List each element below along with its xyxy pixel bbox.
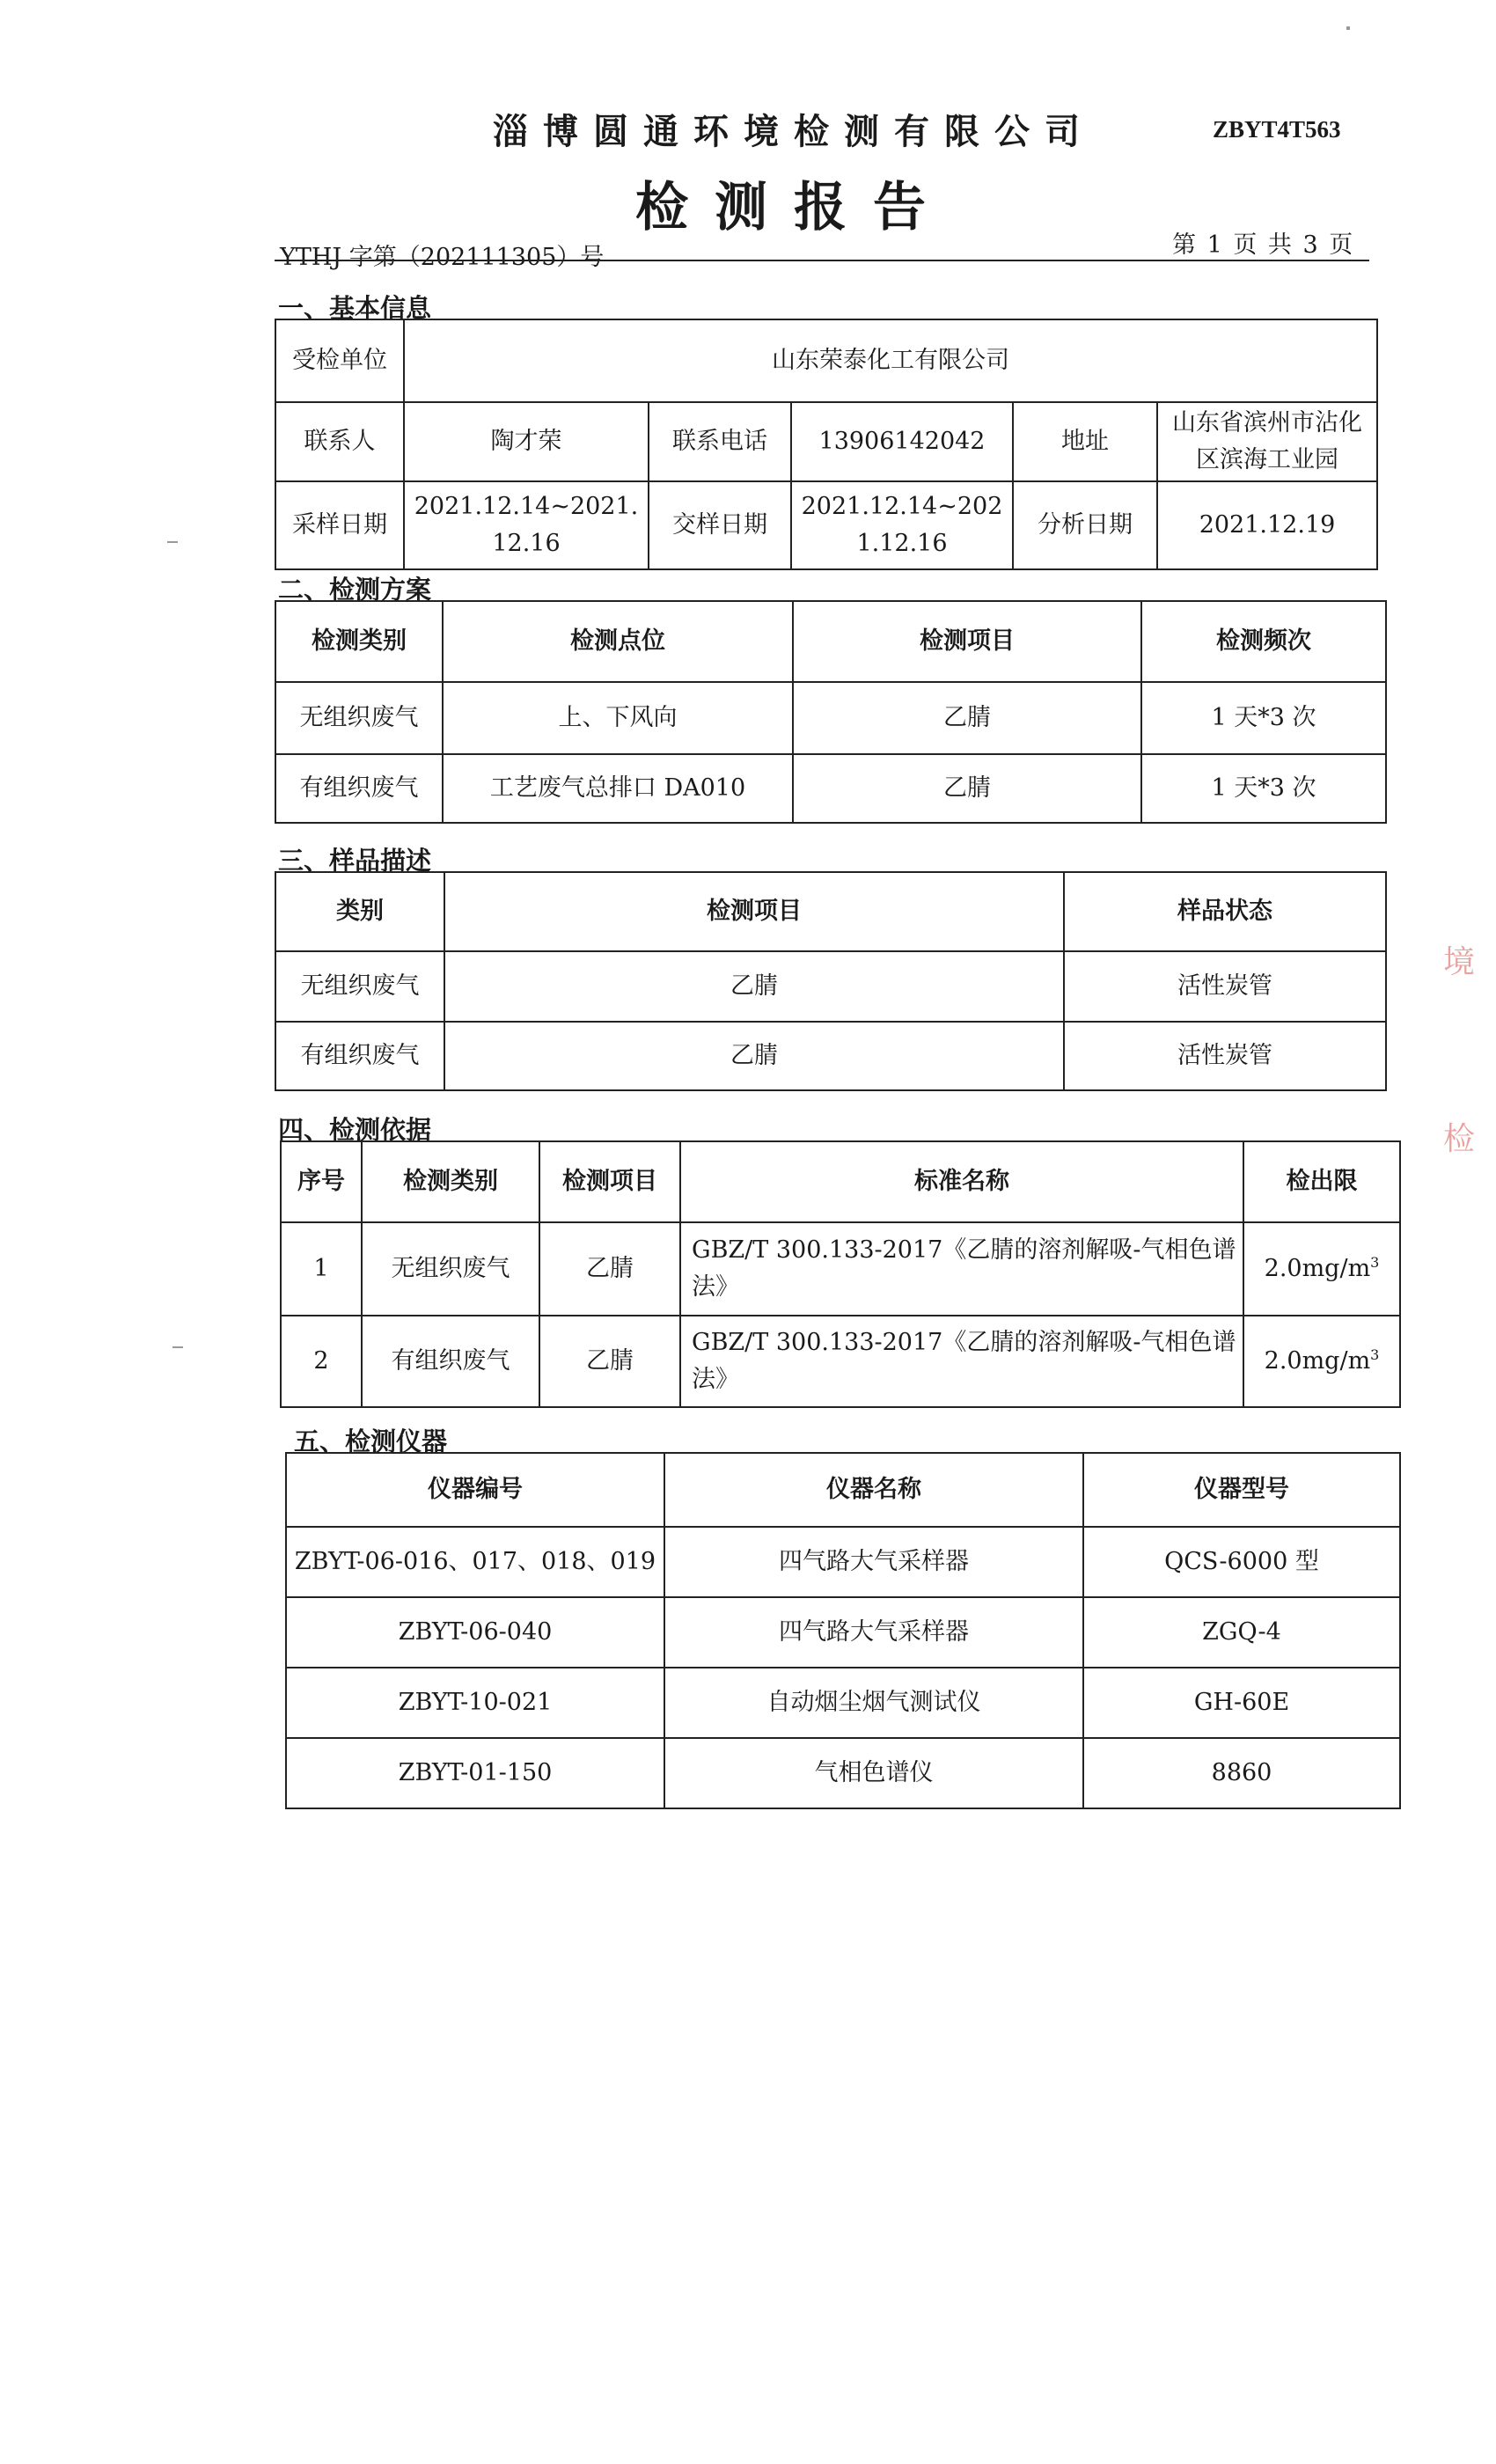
partial-seal-stamp: 境 检: [1443, 944, 1476, 1157]
basis-row: [281, 1222, 1400, 1316]
instruments-header: 仪器型号: [1083, 1453, 1400, 1527]
instruments-cell: ZBYT-06-016、017、018、019: [286, 1527, 664, 1597]
samples-cell: 活性炭管: [1064, 951, 1386, 1022]
instruments-row: [286, 1597, 1400, 1668]
plan-cell: 上、下风向: [443, 682, 793, 754]
sampling-date-value: 2021.12.14~2021.12.16: [404, 481, 649, 569]
instruments-cell: ZGQ-4: [1083, 1597, 1400, 1668]
analysis-date-label: 分析日期: [1013, 481, 1157, 569]
client-label: 受检单位: [275, 319, 404, 402]
basis-cell: 乙腈: [539, 1316, 680, 1407]
address-value: 山东省滨州市沾化区滨海工业园: [1157, 402, 1377, 481]
contact-value: 陶才荣: [404, 402, 649, 481]
plan-row: [275, 754, 1386, 823]
basic-row-client: [275, 319, 1377, 402]
delivery-date-value: 2021.12.14~2021.12.16: [791, 481, 1013, 569]
limit-value: 2.0mg/m: [1264, 1255, 1371, 1283]
instruments-row: [286, 1527, 1400, 1597]
report-number: YTHJ 字第（202111305）号: [280, 244, 605, 271]
samples-row: [275, 1022, 1386, 1090]
basis-header: 检测项目: [539, 1141, 680, 1222]
plan-header: 检测点位: [443, 601, 793, 682]
contact-label: 联系人: [275, 402, 404, 481]
sampling-date-label: 采样日期: [275, 481, 404, 569]
document-code: ZBYT4T563: [1213, 116, 1341, 143]
basic-info-table: [275, 319, 1378, 570]
section-instruments-title: 五、检测仪器: [294, 1426, 448, 1456]
basis-cell: 无组织废气: [362, 1222, 539, 1316]
instruments-row: [286, 1668, 1400, 1738]
basic-row-dates: [275, 481, 1377, 569]
instruments-cell: QCS-6000 型: [1083, 1527, 1400, 1597]
limit-unit-exponent: 3: [1370, 1346, 1380, 1364]
samples-cell: 有组织废气: [275, 1022, 444, 1090]
plan-cell: 乙腈: [793, 754, 1141, 823]
section-basic-info-title: 一、基本信息: [278, 293, 432, 323]
client-value: 山东荣泰化工有限公司: [404, 319, 1377, 402]
section-plan-title: 二、检测方案: [278, 575, 432, 605]
basis-header: 序号: [281, 1141, 362, 1222]
instruments-cell: 气相色谱仪: [664, 1738, 1083, 1808]
basis-cell: GBZ/T 300.133-2017《乙腈的溶剂解吸-气相色谱法》: [680, 1222, 1243, 1316]
instruments-header-row: [286, 1453, 1400, 1527]
page-info: 第 1 页 共 3 页: [1172, 231, 1355, 259]
phone-value: 13906142042: [791, 402, 1013, 481]
limit-value: 2.0mg/m: [1264, 1347, 1371, 1375]
basis-row: [281, 1316, 1400, 1407]
basis-cell-limit: [1243, 1222, 1400, 1316]
plan-cell: 无组织废气: [275, 682, 443, 754]
instruments-cell: 8860: [1083, 1738, 1400, 1808]
report-title: 检测报告: [635, 177, 952, 238]
scan-mark: [1346, 26, 1350, 30]
plan-header: 检测频次: [1141, 601, 1386, 682]
basis-cell: 乙腈: [539, 1222, 680, 1316]
basis-cell: 1: [281, 1222, 362, 1316]
plan-header: 检测类别: [275, 601, 443, 682]
basis-header: 检测类别: [362, 1141, 539, 1222]
samples-cell: 无组织废气: [275, 951, 444, 1022]
basis-cell: 有组织废气: [362, 1316, 539, 1407]
samples-header: 检测项目: [444, 872, 1064, 951]
instruments-cell: ZBYT-10-021: [286, 1668, 664, 1738]
scan-mark: [167, 541, 178, 543]
instruments-cell: GH-60E: [1083, 1668, 1400, 1738]
instruments-header: 仪器名称: [664, 1453, 1083, 1527]
plan-header-row: [275, 601, 1386, 682]
instruments-header: 仪器编号: [286, 1453, 664, 1527]
instruments-cell: ZBYT-06-040: [286, 1597, 664, 1668]
limit-unit-exponent: 3: [1370, 1254, 1380, 1272]
basis-cell: 2: [281, 1316, 362, 1407]
plan-cell: 有组织废气: [275, 754, 443, 823]
plan-cell: 工艺废气总排口 DA010: [443, 754, 793, 823]
section-basis-title: 四、检测依据: [278, 1115, 432, 1145]
basis-table: [280, 1140, 1401, 1408]
basic-row-contact: [275, 402, 1377, 481]
plan-table: [275, 600, 1387, 824]
basis-header: 标准名称: [680, 1141, 1243, 1222]
samples-header: 样品状态: [1064, 872, 1386, 951]
samples-cell: 乙腈: [444, 1022, 1064, 1090]
samples-header-row: [275, 872, 1386, 951]
samples-cell: 乙腈: [444, 951, 1064, 1022]
instruments-table: [285, 1452, 1401, 1809]
basis-cell: GBZ/T 300.133-2017《乙腈的溶剂解吸-气相色谱法》: [680, 1316, 1243, 1407]
plan-row: [275, 682, 1386, 754]
plan-cell: 乙腈: [793, 682, 1141, 754]
plan-cell: 1 天*3 次: [1141, 682, 1386, 754]
delivery-date-label: 交样日期: [649, 481, 791, 569]
basis-header-row: [281, 1141, 1400, 1222]
company-name: 淄博圆通环境检测有限公司: [493, 112, 1095, 152]
instruments-cell: 四气路大气采样器: [664, 1527, 1083, 1597]
header-divider: [275, 260, 1369, 261]
basis-header: 检出限: [1243, 1141, 1400, 1222]
basis-cell-limit: [1243, 1316, 1400, 1407]
instruments-cell: 四气路大气采样器: [664, 1597, 1083, 1668]
address-label: 地址: [1013, 402, 1157, 481]
instruments-cell: ZBYT-01-150: [286, 1738, 664, 1808]
instruments-cell: 自动烟尘烟气测试仪: [664, 1668, 1083, 1738]
instruments-row: [286, 1738, 1400, 1808]
section-samples-title: 三、样品描述: [278, 846, 432, 876]
samples-cell: 活性炭管: [1064, 1022, 1386, 1090]
samples-row: [275, 951, 1386, 1022]
samples-table: [275, 871, 1387, 1091]
scan-mark: [172, 1346, 183, 1348]
phone-label: 联系电话: [649, 402, 791, 481]
plan-header: 检测项目: [793, 601, 1141, 682]
analysis-date-value: 2021.12.19: [1157, 481, 1377, 569]
samples-header: 类别: [275, 872, 444, 951]
plan-cell: 1 天*3 次: [1141, 754, 1386, 823]
